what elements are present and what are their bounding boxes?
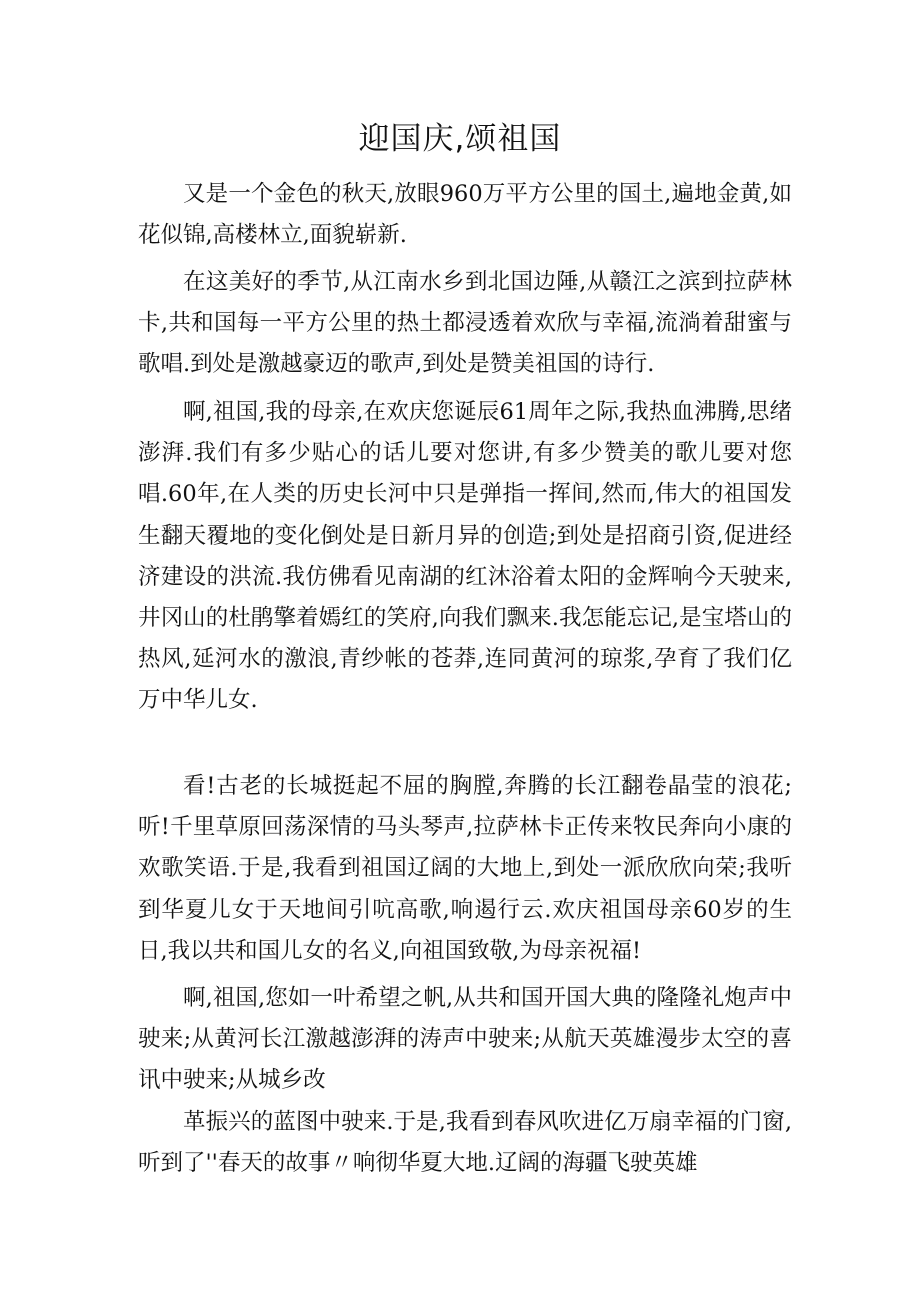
paragraph-2: 在这美好的季节,从江南水乡到北国边陲,从赣江之滨到拉萨林卡,共和国每一平方公里的热土都浸透着欢欣与幸福,流淌着甜蜜与歌唱.到处是激越豪迈的歌声,到处是赞美祖国的诗行. xyxy=(138,269,792,378)
paragraph-1: 又是一个金色的秋天,放眼960万平方公里的国土,遍地金黄,如花似锦,高楼林立,面貌崭新. xyxy=(138,181,792,249)
document-title: 迎国庆,颂祖国 xyxy=(358,121,562,157)
paragraph-3: 啊,祖国,我的母亲,在欢庆您诞辰61周年之际,我热血沸腾,思绪澎湃.我们有多少贴心的话儿要对您讲,有多少赞美的歌儿要对您唱.60年,在人类的历史长河中只是弹指一挥间,然而,伟大的祖国发生翻天覆地的变化倒处是日新月异的创造;到处是招商引资,促进经济建设的洪流.我仿佛看见南湖的红沐浴着太阳的金辉响今天驶来,井冈山的杜鹃擎着嫣红的笑府,向我们飘来.我怎能忘记,是宝塔山的热风,延河水的激浪,青纱帐的苍莽,连同黄河的琼浆,孕育了我们亿万中华儿女. xyxy=(138,399,792,714)
paragraph-4: 看!古老的长城挺起不屈的胸膛,奔腾的长江翻卷晶莹的浪花;听!千里草原回荡深情的马头琴声,拉萨林卡正传来牧民奔向小康的欢歌笑语.于是,我看到祖国辽阔的大地上,到处一派欣欣向荣;我听到华夏儿女于天地间引吭高歌,响遏行云.欢庆祖国母亲60岁的生日,我以共和国儿女的名义,向祖国致敬,为母亲祝福! xyxy=(138,773,792,964)
paragraph-6: 革振兴的蓝图中驶来.于是,我看到春风吹进亿万扇幸福的门窗,听到了''春天的故事〃响彻华夏大地.辽阔的海疆飞驶英雄 xyxy=(138,1109,792,1177)
paragraph-5: 啊,祖国,您如一叶希望之帆,从共和国开国大典的隆隆礼炮声中驶来;从黄河长江激越澎湃的涛声中驶来;从航天英雄漫步太空的喜讯中驶来;从城乡改 xyxy=(138,985,792,1094)
